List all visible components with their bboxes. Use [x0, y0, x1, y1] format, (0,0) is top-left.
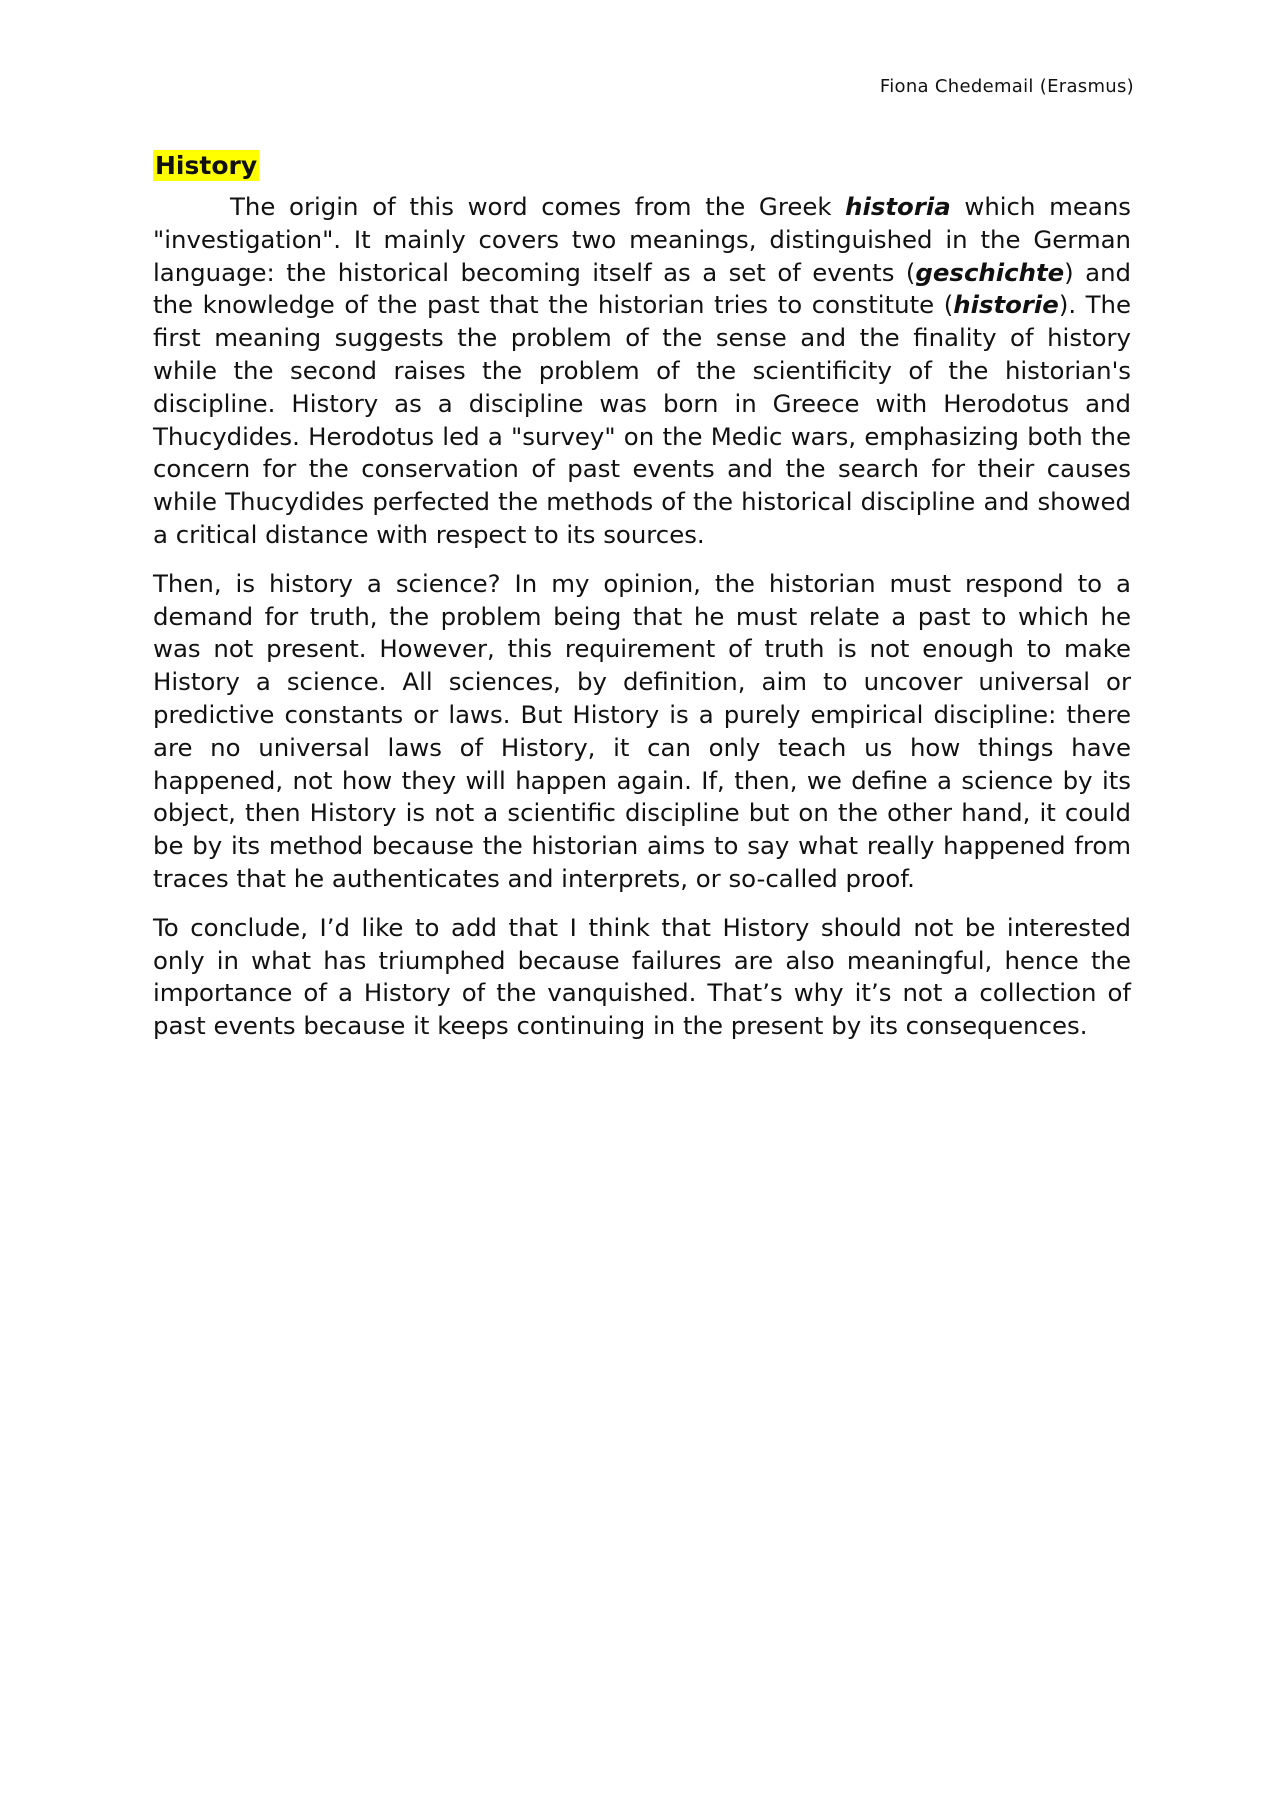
term-historia: historia	[845, 192, 951, 221]
paragraph-origin-text-2: which means "investigation". It mainly covers two meanings, distinguished in the German language: the historical becoming itself as a set of events (	[153, 192, 1131, 287]
title-line	[153, 150, 1131, 191]
paragraph-science-question: Then, is history a science? In my opinion, the historian must respond to a demand for truth, the problem being that he must relate a past to which he was not present. However, this requirement of truth is not enough to make History a science. All sciences, by definition, aim to uncover universal or predictive constants or laws. But History is a purely empirical discipline: there are no universal laws of History, it can only teach us how things have happened, not how they will happen again. If, then, we define a science by its object, then History is not a scientific discipline but on the other hand, it could be by its method because the historian aims to say what really happened from traces that he authenticates and interprets, or so-called proof.	[153, 568, 1131, 893]
document-title: History	[155, 151, 258, 180]
paragraph-origin-text-4: ). The first meaning suggests the problem of the sense and the finality of history while the second raises the problem of the scientificity of the historian's discipline. History as a discipline was born in Greece with Herodotus and Thucydides. Herodotus led a "survey" on the Medic wars, emphasizing both the concern for the conservation of past events and the search for their causes while Thucydides perfected the methods of the historical discipline and showed a critical distance with respect to its sources.	[153, 290, 1131, 549]
paragraph-origin-text-1: The origin of this word comes from the Greek	[230, 192, 846, 221]
paragraph-conclusion: To conclude, I’d like to add that I think that History should not be interested only in what has triumphed because failures are also meaningful, hence the importance of a History of the vanquished. That’s why it’s not a collection of past events because it keeps continuing in the present by its consequences.	[153, 912, 1131, 1041]
term-historie: historie	[953, 290, 1059, 320]
paragraph-origin	[153, 191, 1131, 552]
document-body	[153, 150, 1131, 1059]
header-author-name: Fiona Chedemail (Erasmus)	[879, 76, 1134, 97]
paragraph-origin-text-3: ) and the knowledge of the past that the historian tries to constitute (	[153, 257, 1132, 320]
term-geschichte: geschichte	[915, 257, 1065, 287]
